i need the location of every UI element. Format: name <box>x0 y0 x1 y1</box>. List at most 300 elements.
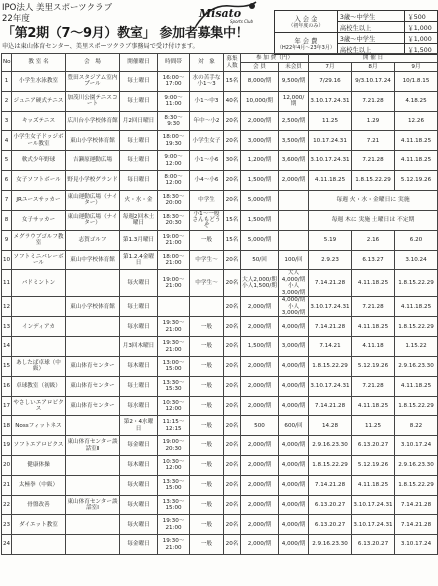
cell-target: 小1～小6 <box>190 151 224 171</box>
cell-time <box>158 297 190 317</box>
cell-august: 5.12.19.26 <box>352 455 395 475</box>
table-row <box>2 535 438 555</box>
cell-time: 8:30～9:30 <box>158 111 190 131</box>
fee-row <box>275 11 438 22</box>
cell-capacity: 15名 <box>224 230 241 250</box>
cell-venue: 東山小学校体育館 <box>66 297 120 317</box>
cell-target: 年中～小2 <box>190 111 224 131</box>
fee-amount: ￥1,000 <box>405 33 438 44</box>
cell-no: 1 <box>2 72 12 92</box>
cell-venue <box>66 455 120 475</box>
cell-member-fee: 3,000/期 <box>241 131 279 151</box>
cell-nonmember-fee: 3,000/期 <box>279 337 309 357</box>
cell-time: 18:00～19:30 <box>158 131 190 151</box>
cell-venue: 野見小学校グランド <box>66 170 120 190</box>
cell-time: 9:00～12:00 <box>158 151 190 171</box>
cell-time: 19:30～21:00 <box>158 515 190 535</box>
cell-no: 14 <box>2 337 12 357</box>
cell-no: 13 <box>2 317 12 337</box>
cell-target: 水の苦手な小1～3 <box>190 72 224 92</box>
cell-day: 第1.2.4金曜日 <box>120 250 158 270</box>
cell-day: 毎土曜日 <box>120 91 158 111</box>
cell-class-name: 骨盤改善 <box>12 495 66 515</box>
cell-day: 毎日曜日 <box>120 170 158 190</box>
cell-capacity: 15名 <box>224 210 241 230</box>
cell-time: 18:30～20:00 <box>158 190 190 210</box>
cell-member-fee: 2,000/期 <box>241 111 279 131</box>
cell-nonmember-fee: 4,000/期 <box>279 376 309 396</box>
cell-target: 一般 <box>190 356 224 376</box>
cell-nonmember-fee: 4,000/期 <box>279 396 309 416</box>
cell-member-fee: 1,500/期 <box>241 337 279 357</box>
cell-no: 3 <box>2 111 12 131</box>
cell-july: 3.10.17.24.31 <box>309 297 352 317</box>
cell-nonmember-fee: 大人4,000/期 小人3,000/期 <box>279 270 309 297</box>
cell-nonmember-fee: 600/回 <box>279 416 309 436</box>
cell-class-name: メグラウブゴルフ教室 <box>12 230 66 250</box>
cell-time: 10:30～12:00 <box>158 455 190 475</box>
fee-group: 3歳～中学生 <box>337 33 405 44</box>
cell-july: 4.11.18.25 <box>309 170 352 190</box>
cell-nonmember-fee: 100/回 <box>279 250 309 270</box>
cell-july: 3.10.17.24.31 <box>309 376 352 396</box>
cell-member-fee: 2,000/期 <box>241 515 279 535</box>
table-row <box>2 317 438 337</box>
cell-venue: 東山体育センター談話室Ⅰ <box>66 495 120 515</box>
table-row <box>2 416 438 436</box>
cell-capacity: 20名 <box>224 376 241 396</box>
cell-august: 7.21.28 <box>352 91 395 111</box>
cell-nonmember-fee: 12,000/期 <box>279 91 309 111</box>
cell-target: 小1～中3 <box>190 91 224 111</box>
cell-july: 2.9.16.23.30 <box>309 535 352 555</box>
cell-venue: 東山中学校体育館 <box>66 250 120 270</box>
cell-august: 4.11.18.25 <box>352 396 395 416</box>
cell-no: 2 <box>2 91 12 111</box>
table-row <box>2 297 438 317</box>
cell-day: 毎土曜日 <box>120 131 158 151</box>
cell-day: 毎火曜日 <box>120 515 158 535</box>
cell-venue: 志賀ゴルフ <box>66 230 120 250</box>
cell-nonmember-fee: 4,000/期 <box>279 317 309 337</box>
cell-member-fee: 2,000/期 <box>241 317 279 337</box>
table-row <box>2 396 438 416</box>
table-row <box>2 190 438 210</box>
cell-august: 6.13.20.27 <box>352 535 395 555</box>
cell-target: 中学生 <box>190 190 224 210</box>
cell-day: 毎金曜日 <box>120 436 158 456</box>
cell-no: 11 <box>2 270 12 297</box>
cell-target <box>190 297 224 317</box>
cell-class-name <box>12 337 66 357</box>
cell-venue: 東山運動広場（ナイター） <box>66 190 120 210</box>
fee-group: 高校生以上 <box>337 22 405 33</box>
cell-class-name <box>12 535 66 555</box>
cell-september: 4.11.18.25 <box>395 151 438 171</box>
table-row <box>2 475 438 495</box>
cell-capacity: 20名 <box>224 337 241 357</box>
table-row <box>2 151 438 171</box>
cell-venue: 豊田スタジアム室内プール <box>66 72 120 92</box>
cell-august: 4.11.18.25 <box>352 270 395 297</box>
cell-september: 2.9.16.23.30 <box>395 455 438 475</box>
cell-time: 19:30～21:00 <box>158 317 190 337</box>
cell-member-fee: 2,000/期 <box>241 297 279 317</box>
cell-venue: 東山運動広場（ナイター） <box>66 210 120 230</box>
cell-class-name: あしたば卓球（中級） <box>12 356 66 376</box>
cell-venue <box>66 337 120 357</box>
cell-day: 毎金曜日 <box>120 535 158 555</box>
org-name: IPO法人 美里スポーツクラブ <box>2 3 113 13</box>
cell-venue: 加茂川公園テニスコート <box>66 91 120 111</box>
cell-class-name: ソフトエアロビクス <box>12 436 66 456</box>
cell-no: 17 <box>2 396 12 416</box>
application-note: 申込は東山体育センター、美里スポーツクラブ事務局で受け付けます。 <box>2 43 199 50</box>
cell-time: 13:30～15:00 <box>158 475 190 495</box>
cell-member-fee: 2,000/期 <box>241 495 279 515</box>
cell-capacity: 20名 <box>224 317 241 337</box>
fee-amount: ￥1,000 <box>405 22 438 33</box>
cell-class-name: 小学生女子ドッジボール教室 <box>12 131 66 151</box>
table-row <box>2 131 438 151</box>
cell-nonmember-fee <box>279 210 309 230</box>
cell-september: 4.11.18.25 <box>395 376 438 396</box>
cell-july: 6.13.20.27 <box>309 495 352 515</box>
cell-september: 1.15.22 <box>395 337 438 357</box>
col-header-venue: 会 場 <box>66 54 120 72</box>
cell-target: 一般 <box>190 475 224 495</box>
cell-class-name: 女子サッカー <box>12 210 66 230</box>
cell-september: 1.8.15.22.29 <box>395 396 438 416</box>
cell-no: 4 <box>2 131 12 151</box>
cell-member-fee: 8,000/期 <box>241 72 279 92</box>
cell-august: 7.21.28 <box>352 376 395 396</box>
cell-day: 月2回日曜日 <box>120 111 158 131</box>
cell-capacity: 20名 <box>224 416 241 436</box>
cell-nonmember-fee: 4,000/期 <box>279 475 309 495</box>
cell-member-fee: 10,000/期 <box>241 91 279 111</box>
cell-september: 4.11.18.25 <box>395 297 438 317</box>
table-row <box>2 376 438 396</box>
cell-september: 1.8.15.22.29 <box>395 475 438 495</box>
cell-class-name: Nossフィットネス <box>12 416 66 436</box>
col-header-day: 開催曜日 <box>120 54 158 72</box>
cell-august: 2.16 <box>352 230 395 250</box>
cell-time: 19:00～21:00 <box>158 270 190 297</box>
cell-day: 毎土曜日 <box>120 376 158 396</box>
cell-capacity: 20名 <box>224 535 241 555</box>
cell-september: 10/1.8.15 <box>395 72 438 92</box>
cell-class-name: ジュニア硬式テニス <box>12 91 66 111</box>
cell-capacity: 15名 <box>224 72 241 92</box>
cell-july: 1.8.15.22.29 <box>309 356 352 376</box>
cell-september: 3.10.17.24 <box>395 535 438 555</box>
col-header-time: 時間帯 <box>158 54 190 72</box>
cell-nonmember-fee: 4,000/期 小人3,000/期 <box>279 297 309 317</box>
cell-venue <box>66 270 120 297</box>
cell-july: 2.9.16.23.30 <box>309 436 352 456</box>
cell-july: 3.10.17.24.31 <box>309 91 352 111</box>
cell-capacity: 20名 <box>224 455 241 475</box>
cell-september: 4.11.18.25 <box>395 131 438 151</box>
table-row <box>2 111 438 131</box>
cell-time: 13:00～15:00 <box>158 356 190 376</box>
cell-class-name: JRユースサッカー <box>12 190 66 210</box>
cell-class-name: インディアカ <box>12 317 66 337</box>
cell-august: 6.13.20.27 <box>352 436 395 456</box>
table-row <box>2 337 438 357</box>
cell-august: 9/3.10.17.24 <box>352 72 395 92</box>
cell-august: 3.10.17.24.31 <box>352 515 395 535</box>
col-header-nonmember: 未会員 <box>279 63 309 72</box>
cell-september: 3.10.24 <box>395 250 438 270</box>
cell-day: 毎週2回木土曜日 <box>120 210 158 230</box>
cell-no: 5 <box>2 151 12 171</box>
cell-time: 19:00～21:00 <box>158 230 190 250</box>
cell-member-fee: 2,000/期 <box>241 436 279 456</box>
cell-july: 3.10.17.24.31 <box>309 151 352 171</box>
col-header-no: No <box>2 54 12 72</box>
col-header-member: 会 員 <box>241 63 279 72</box>
cell-time: 19:00～20:30 <box>158 436 190 456</box>
cell-day: 月3回木曜日 <box>120 337 158 357</box>
cell-september: 1.8.15.22.29 <box>395 317 438 337</box>
cell-capacity: 20名 <box>224 270 241 297</box>
cell-september: 2.9.16.23.30 <box>395 356 438 376</box>
cell-august: 7.21 <box>352 131 395 151</box>
cell-member-fee: 2,000/期 <box>241 376 279 396</box>
cell-time: 9:00～11:00 <box>158 91 190 111</box>
cell-no: 15 <box>2 356 12 376</box>
cell-schedule-note: 毎週 木に 実施 土曜日は 不定期 <box>309 210 438 230</box>
cell-class-name: 小学生水泳教室 <box>12 72 66 92</box>
fee-label: 年 会 費 （H22年4月～23年3月） <box>275 33 338 55</box>
cell-target: 一般 <box>190 455 224 475</box>
cell-july: 1.8.15.22.29 <box>309 455 352 475</box>
cell-target: 一般 <box>190 416 224 436</box>
cell-target: 一般 <box>190 535 224 555</box>
cell-no: 7 <box>2 190 12 210</box>
cell-venue: 吉瀬原運動広場 <box>66 151 120 171</box>
cell-class-name: ソフトミニバレーボール <box>12 250 66 270</box>
cell-july: 7.14.21.28 <box>309 396 352 416</box>
cell-target: 一般 <box>190 376 224 396</box>
cell-venue: 東山体育センター <box>66 396 120 416</box>
cell-capacity: 20名 <box>224 131 241 151</box>
cell-day: 毎火曜日 <box>120 495 158 515</box>
cell-nonmember-fee <box>279 230 309 250</box>
cell-member-fee: 500 <box>241 416 279 436</box>
cell-member-fee: 2,000/期 <box>241 455 279 475</box>
cell-nonmember-fee: 2,500/期 <box>279 111 309 131</box>
cell-august: 4.11.18.25 <box>352 475 395 495</box>
cell-july: 11.25 <box>309 111 352 131</box>
cell-venue <box>66 475 120 495</box>
cell-target: 中学生～ <box>190 250 224 270</box>
cell-target: 小1～一般さんもどうぞ <box>190 210 224 230</box>
cell-target: 中学生～ <box>190 270 224 297</box>
cell-member-fee: 2,000/期 <box>241 475 279 495</box>
cell-target: 小4～小6 <box>190 170 224 190</box>
fee-label: 入 会 金 （初年度のみ） <box>275 11 338 33</box>
cell-nonmember-fee: 3,600/期 <box>279 151 309 171</box>
cell-capacity: 20名 <box>224 356 241 376</box>
cell-nonmember-fee: 4,000/期 <box>279 495 309 515</box>
fee-group: 高校生以上 <box>337 44 405 55</box>
cell-september: 5.12.19.26 <box>395 170 438 190</box>
cell-day: 毎水曜日 <box>120 317 158 337</box>
col-header-september: 9月 <box>395 63 438 72</box>
cell-september: 7.14.21.28 <box>395 515 438 535</box>
fee-amount: ￥500 <box>405 11 438 22</box>
cell-class-name: バドミントン <box>12 270 66 297</box>
cell-nonmember-fee: 4,000/期 <box>279 515 309 535</box>
cell-capacity: 20名 <box>224 436 241 456</box>
cell-no: 6 <box>2 170 12 190</box>
cell-september: 1.8.15.22.29 <box>395 270 438 297</box>
fee-row <box>275 33 438 44</box>
cell-nonmember-fee: 4,000/期 <box>279 455 309 475</box>
cell-member-fee: 1,500/期 <box>241 210 279 230</box>
cell-member-fee: 5,000/期 <box>241 230 279 250</box>
logo-subtext: Sports Club <box>230 19 254 24</box>
cell-time: 18:00～21:00 <box>158 250 190 270</box>
cell-capacity: 20名 <box>224 475 241 495</box>
cell-august: 7.21.28 <box>352 297 395 317</box>
table-row <box>2 356 438 376</box>
cell-july: 7.14.21.28 <box>309 317 352 337</box>
cell-july: 6.13.20.27 <box>309 515 352 535</box>
cell-no: 20 <box>2 455 12 475</box>
table-row <box>2 270 438 297</box>
table-row <box>2 515 438 535</box>
cell-july: 14.28 <box>309 416 352 436</box>
cell-class-name: やさしいエアロビクス <box>12 396 66 416</box>
cell-class-name <box>12 297 66 317</box>
cell-september: 6.20 <box>395 230 438 250</box>
cell-class-name: キッズテニス <box>12 111 66 131</box>
cell-august: 11.25 <box>352 416 395 436</box>
col-header-name: 教 室 名 <box>12 54 66 72</box>
cell-class-name: 健康体操 <box>12 455 66 475</box>
cell-member-fee: 1,500/期 <box>241 170 279 190</box>
cell-july: 10.17.24.31 <box>309 131 352 151</box>
cell-time: 19:30～21:00 <box>158 337 190 357</box>
cell-member-fee: 1,200/期 <box>241 151 279 171</box>
col-header-capacity: 募集人数 <box>224 54 241 72</box>
table-row <box>2 455 438 475</box>
cell-august: 1.8.15.22.29 <box>352 170 395 190</box>
cell-class-name: 軟式少年野球 <box>12 151 66 171</box>
cell-no: 12 <box>2 297 12 317</box>
cell-august: 1.29 <box>352 111 395 131</box>
fiscal-year: 22年度 <box>2 14 30 24</box>
cell-target: 一般 <box>190 337 224 357</box>
cell-august: 3.10.17.24.31 <box>352 495 395 515</box>
cell-capacity: 20名 <box>224 111 241 131</box>
fee-amount: ￥1,500 <box>405 44 438 55</box>
table-row <box>2 170 438 190</box>
cell-venue <box>66 515 120 535</box>
col-header-august: 8月 <box>352 63 395 72</box>
cell-time: 13:30～15:00 <box>158 495 190 515</box>
table-row <box>2 72 438 92</box>
cell-no: 8 <box>2 210 12 230</box>
table-row <box>2 250 438 270</box>
cell-no: 24 <box>2 535 12 555</box>
cell-capacity: 20名 <box>224 396 241 416</box>
cell-day: 毎火曜日 <box>120 270 158 297</box>
cell-capacity: 20名 <box>224 250 241 270</box>
cell-september: 7.14.21.28 <box>395 495 438 515</box>
table-row <box>2 495 438 515</box>
cell-july: 7/29.16 <box>309 72 352 92</box>
cell-venue <box>66 317 120 337</box>
cell-no: 9 <box>2 230 12 250</box>
cell-day: 毎木曜日 <box>120 356 158 376</box>
col-header-target: 対 象 <box>190 54 224 72</box>
cell-member-fee: 5,000/期 <box>241 190 279 210</box>
cell-class-name: 卓球教室（初級） <box>12 376 66 396</box>
cell-capacity: 30名 <box>224 151 241 171</box>
fee-group: 3歳～中学生 <box>337 11 405 22</box>
cell-capacity: 20名 <box>224 297 241 317</box>
cell-september: 3.10.17.24 <box>395 436 438 456</box>
fee-table <box>274 10 438 55</box>
cell-time: 11:15～12:15 <box>158 416 190 436</box>
cell-no: 23 <box>2 515 12 535</box>
cell-day: 火・水・金 <box>120 190 158 210</box>
table-row <box>2 91 438 111</box>
cell-target: 一般 <box>190 515 224 535</box>
cell-no: 16 <box>2 376 12 396</box>
cell-venue <box>66 535 120 555</box>
cell-nonmember-fee: 3,500/期 <box>279 131 309 151</box>
cell-time: 16:00～17:00 <box>158 72 190 92</box>
cell-venue: 東山体育センター談話室Ⅱ <box>66 436 120 456</box>
cell-no: 19 <box>2 436 12 456</box>
cell-member-fee: 50/回 <box>241 250 279 270</box>
cell-target: 一般 <box>190 495 224 515</box>
cell-nonmember-fee: 4,000/期 <box>279 535 309 555</box>
cell-nonmember-fee <box>279 190 309 210</box>
cell-time: 19:30～21:00 <box>158 535 190 555</box>
cell-july: 5.19 <box>309 230 352 250</box>
cell-target: 一般 <box>190 396 224 416</box>
cell-capacity: 20名 <box>224 495 241 515</box>
header-row <box>2 54 438 63</box>
cell-capacity: 20名 <box>224 515 241 535</box>
cell-day: 第2・4水曜日 <box>120 416 158 436</box>
cell-july: 2.9.23 <box>309 250 352 270</box>
cell-capacity: 20名 <box>224 170 241 190</box>
col-header-dates: 開 催 日 <box>309 54 438 63</box>
cell-day: 毎土曜日 <box>120 151 158 171</box>
cell-class-name: 女子ソフトボール <box>12 170 66 190</box>
logo-text: Misato <box>199 7 242 20</box>
cell-july: 7.14.21.28 <box>309 270 352 297</box>
cell-july: 7.14.21.28 <box>309 475 352 495</box>
cell-august: 6.13.27 <box>352 250 395 270</box>
cell-day: 毎火曜日 <box>120 475 158 495</box>
cell-day: 第1.3月曜日 <box>120 230 158 250</box>
cell-capacity: 40名 <box>224 91 241 111</box>
cell-capacity: 20名 <box>224 190 241 210</box>
class-schedule-table <box>1 53 438 555</box>
cell-august: 4.11.18.25 <box>352 317 395 337</box>
col-header-fee: 参 加 費（円） <box>241 54 309 63</box>
cell-september: 4.18.25 <box>395 91 438 111</box>
